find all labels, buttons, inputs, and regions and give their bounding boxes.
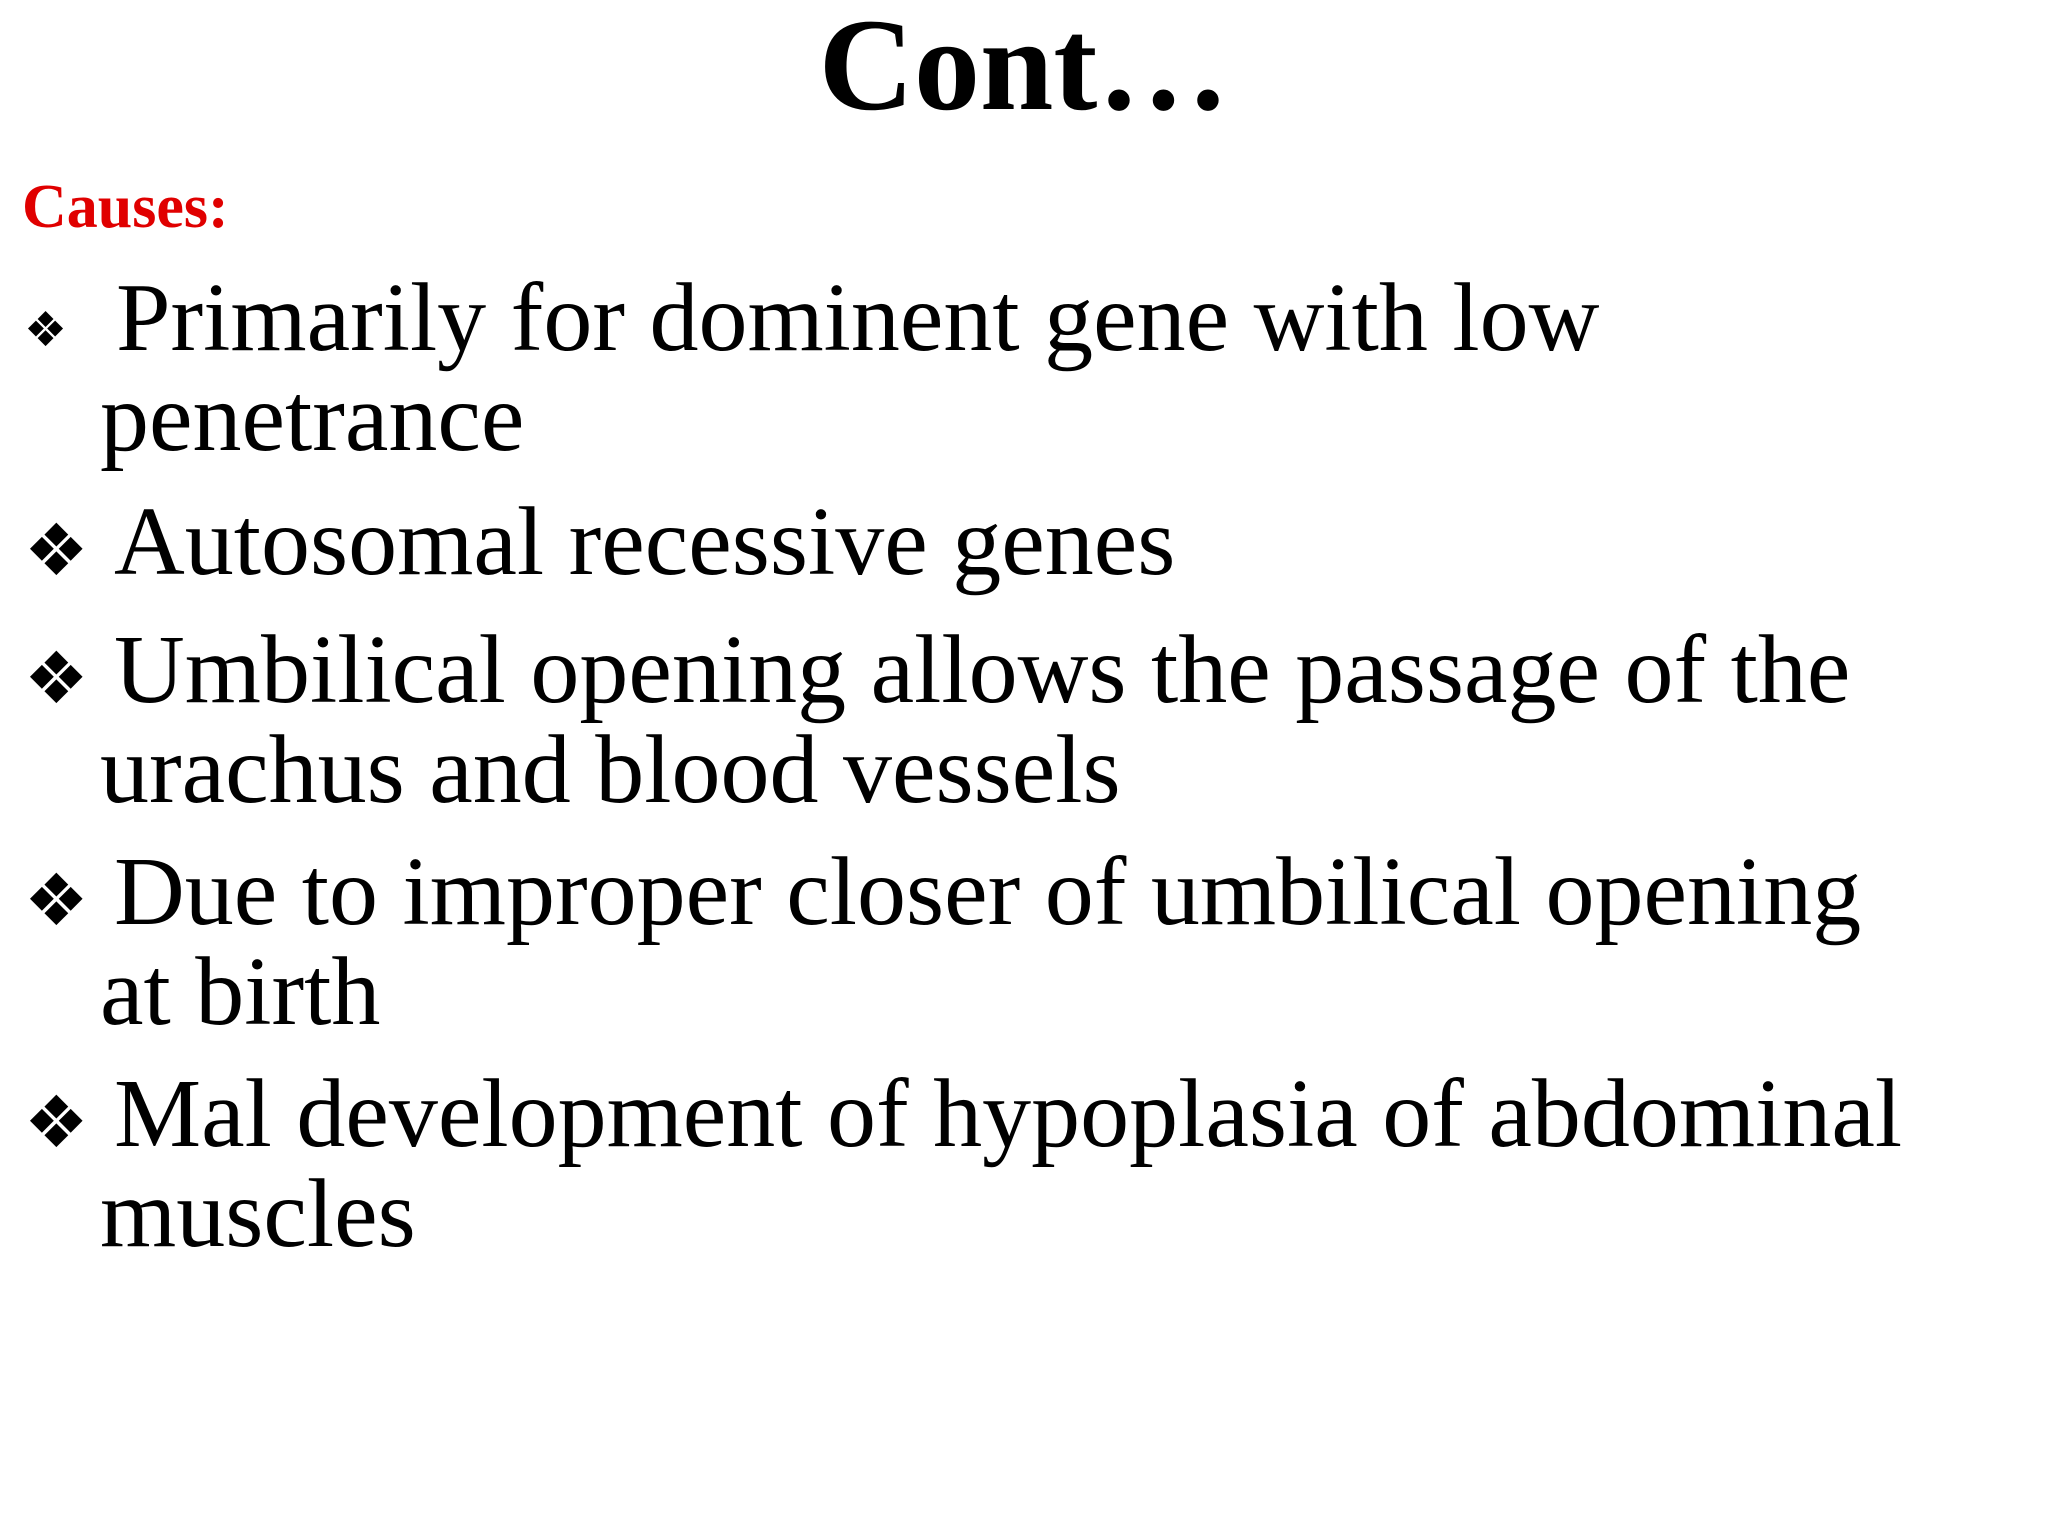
bullet-line: muscles (100, 1160, 416, 1268)
bullet-line: Due to improper closer of umbilical opening (114, 838, 1862, 946)
bullet-line: urachus and blood vessels (100, 716, 1121, 824)
bullet-line: Mal development of hypoplasia of abdominal (114, 1060, 1903, 1168)
diamond-bullet-icon: ❖ (24, 1080, 89, 1164)
diamond-bullet-icon: ❖ (24, 508, 89, 592)
section-label-causes: Causes: (22, 173, 229, 241)
bullet-text (100, 488, 2040, 596)
diamond-bullet-icon: ❖ (24, 636, 89, 720)
bullet-text (100, 264, 2040, 472)
diamond-bullet-icon: ❖ (24, 302, 68, 358)
diamond-bullet-icon: ❖ (24, 858, 89, 942)
bullet-text (100, 616, 2040, 824)
bullet-line: Umbilical opening allows the passage of the (114, 616, 1851, 724)
bullet-line: Primarily for dominent gene with low (116, 264, 1600, 372)
bullet-line: Autosomal recessive genes (114, 488, 1176, 596)
slide-title: Cont… (818, 0, 1230, 138)
bullet-line: penetrance (100, 364, 525, 472)
bullet-line: at birth (100, 938, 381, 1046)
bullet-text (100, 1060, 2040, 1268)
bullet-text (100, 838, 2040, 1046)
